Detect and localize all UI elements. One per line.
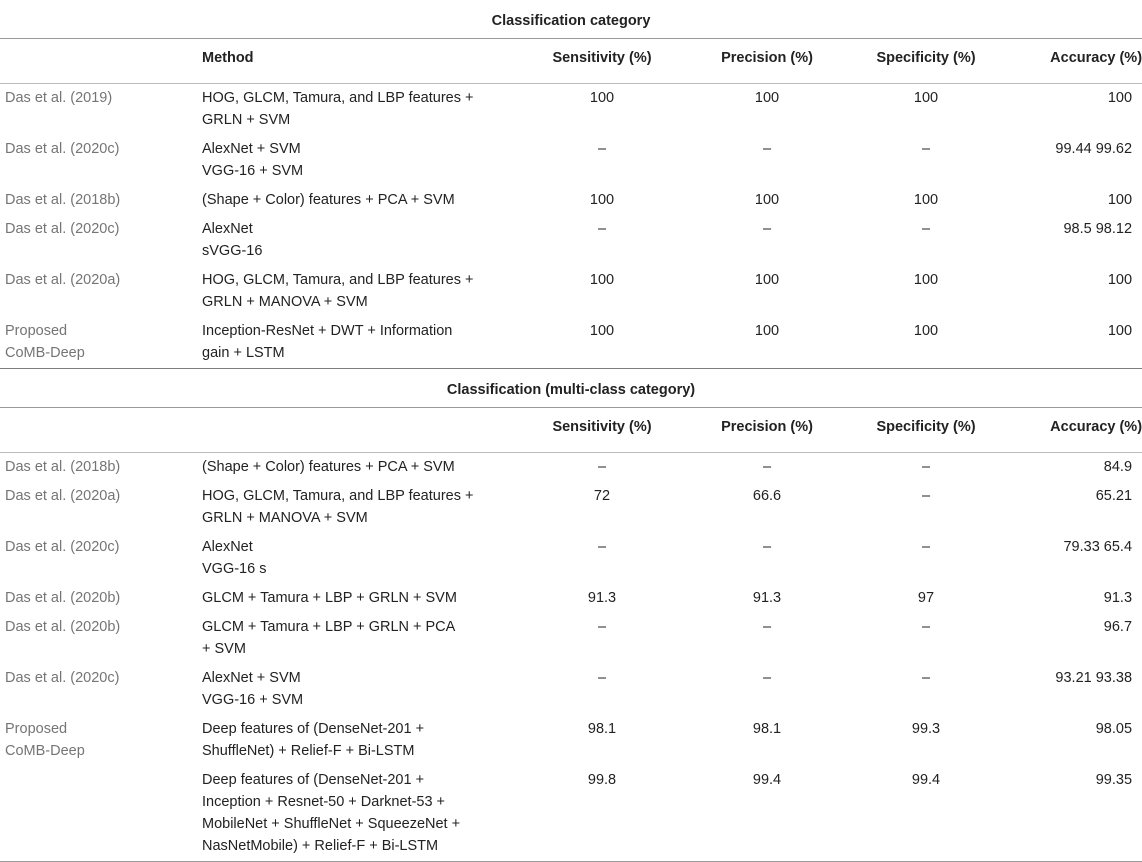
method-cell-line: AlexNet <box>202 539 253 555</box>
section-2-title: Classification (multi-class category) <box>0 369 1142 408</box>
method-cell <box>199 533 517 584</box>
precision-cell: 100 <box>754 323 780 339</box>
method-cell-line: HOG, GLCM, Tamura, and LBP features + <box>202 272 474 288</box>
specificity-cell: 100 <box>913 323 939 339</box>
precision-cell: 100 <box>687 84 847 136</box>
header-specificity: Specificity (%) <box>847 408 1005 453</box>
header-sensitivity: Sensitivity (%) <box>517 39 687 84</box>
sensitivity-cell: – <box>597 539 607 555</box>
method-cell-line: Deep features of (DenseNet-201 + <box>202 721 425 737</box>
method-cell-line: GRLN + MANOVA + SVM <box>202 510 368 526</box>
sensitivity-cell: 72 <box>593 488 611 504</box>
reference-cell: Das et al. (2020c) <box>5 221 120 237</box>
table-row <box>0 84 1142 136</box>
table-row <box>0 715 1142 766</box>
accuracy-cell: 100 <box>1005 84 1142 136</box>
method-cell-line: Inception + Resnet-50 + Darknet-53 + <box>202 794 446 810</box>
method-cell-line: HOG, GLCM, Tamura, and LBP features + <box>202 488 474 504</box>
accuracy-cell: 98.05 <box>1095 721 1133 737</box>
sensitivity-cell: 100 <box>589 272 615 288</box>
accuracy-cell: 98.5 98.12 <box>1063 221 1133 237</box>
table-row <box>0 215 1142 266</box>
accuracy-cell: 100 <box>1107 272 1133 288</box>
specificity-cell: 100 <box>913 272 939 288</box>
reference-cell: Das et al. (2020b) <box>5 619 121 635</box>
precision-cell: – <box>762 619 772 635</box>
accuracy-cell: 65.21 <box>1095 488 1133 504</box>
table-row <box>0 135 1142 186</box>
method-cell-line: AlexNet + SVM <box>202 141 301 157</box>
method-cell-line: GRLN + MANOVA + SVM <box>202 294 368 310</box>
method-cell-line: HOG, GLCM, Tamura, and LBP features + <box>202 90 474 106</box>
section-1-title: Classification category <box>491 13 651 29</box>
accuracy-cell: 99.44 99.62 <box>1055 141 1133 157</box>
precision-cell: 91.3 <box>752 590 782 606</box>
sensitivity-cell: 91.3 <box>587 590 617 606</box>
method-cell <box>199 715 517 766</box>
table-row <box>0 584 1142 613</box>
accuracy-cell: 100 <box>1107 192 1133 208</box>
specificity-cell: – <box>921 670 931 686</box>
sensitivity-cell: 100 <box>589 323 615 339</box>
sensitivity-cell: – <box>597 221 607 237</box>
table-row <box>0 186 1142 215</box>
reference-cell-line: CoMB-Deep <box>5 345 85 361</box>
specificity-cell: – <box>847 453 1005 483</box>
method-cell <box>199 266 517 317</box>
specificity-cell: – <box>921 141 931 157</box>
sensitivity-cell: – <box>517 453 687 483</box>
method-cell <box>199 453 517 483</box>
method-cell-line: VGG-16 + SVM <box>202 163 304 179</box>
sensitivity-cell: – <box>597 619 607 635</box>
accuracy-cell: 79.33 65.4 <box>1063 539 1133 555</box>
method-cell-line: MobileNet + ShuffleNet + SqueezeNet + <box>202 816 461 832</box>
reference-cell <box>0 317 199 369</box>
reference-cell <box>0 715 199 766</box>
sensitivity-cell: 98.1 <box>587 721 617 737</box>
table-row <box>0 766 1142 862</box>
method-cell-line: Deep features of (DenseNet-201 + <box>202 772 425 788</box>
comparison-table <box>0 6 1142 862</box>
accuracy-cell: 91.3 <box>1103 590 1133 606</box>
header-reference <box>0 408 199 453</box>
table-row <box>0 613 1142 664</box>
method-cell-line: Inception-ResNet + DWT + Information <box>202 323 453 339</box>
method-cell-line: sVGG-16 <box>202 243 263 259</box>
table-row <box>0 317 1142 369</box>
reference-cell-line: Proposed <box>5 721 68 737</box>
sensitivity-cell: – <box>597 670 607 686</box>
precision-cell: 98.1 <box>752 721 782 737</box>
precision-cell: – <box>762 539 772 555</box>
method-cell-line: (Shape + Color) features + PCA + SVM <box>202 459 455 475</box>
specificity-cell: 100 <box>847 84 1005 136</box>
method-cell-line: VGG-16 + SVM <box>202 692 304 708</box>
table-row <box>0 533 1142 584</box>
section-2-header-row <box>0 408 1142 453</box>
table-row <box>0 453 1142 483</box>
method-cell-line: gain + LSTM <box>202 345 285 361</box>
precision-cell: 99.4 <box>687 766 847 862</box>
table-row <box>0 266 1142 317</box>
specificity-cell: 97 <box>917 590 935 606</box>
section-1-title-row <box>0 6 1142 39</box>
method-cell <box>199 584 517 613</box>
precision-cell: – <box>687 453 847 483</box>
precision-cell: 100 <box>754 272 780 288</box>
accuracy-cell: 99.35 <box>1005 766 1142 862</box>
reference-cell: Das et al. (2018b) <box>0 453 199 483</box>
method-cell <box>199 84 517 136</box>
sensitivity-cell: 100 <box>517 84 687 136</box>
method-cell-line: (Shape + Color) features + PCA + SVM <box>202 192 455 208</box>
reference-cell-line: CoMB-Deep <box>5 743 85 759</box>
reference-cell: Das et al. (2020c) <box>5 539 120 555</box>
precision-cell: 66.6 <box>752 488 782 504</box>
reference-cell: Das et al. (2020b) <box>5 590 121 606</box>
method-cell-line: AlexNet <box>202 221 253 237</box>
precision-cell: 100 <box>754 192 780 208</box>
header-precision: Precision (%) <box>687 408 847 453</box>
specificity-cell: – <box>921 539 931 555</box>
specificity-cell: 100 <box>913 192 939 208</box>
header-reference <box>0 39 199 84</box>
precision-cell: – <box>762 141 772 157</box>
accuracy-cell: 93.21 93.38 <box>1055 670 1133 686</box>
reference-cell: Das et al. (2020c) <box>5 670 120 686</box>
specificity-cell: – <box>921 619 931 635</box>
method-cell-line: VGG-16 s <box>202 561 267 577</box>
accuracy-cell: 96.7 <box>1103 619 1133 635</box>
reference-cell-line: Proposed <box>5 323 68 339</box>
specificity-cell: – <box>921 488 931 504</box>
method-cell-line: ShuffleNet) + Relief-F + Bi-LSTM <box>202 743 415 759</box>
sensitivity-cell: – <box>597 141 607 157</box>
sensitivity-cell: 99.8 <box>517 766 687 862</box>
method-cell <box>199 135 517 186</box>
reference-cell <box>0 766 199 862</box>
table-row <box>0 664 1142 715</box>
method-cell-line: GLCM + Tamura + LBP + GRLN + SVM <box>202 590 457 606</box>
reference-cell: Das et al. (2019) <box>0 84 199 136</box>
reference-cell: Das et al. (2018b) <box>5 192 121 208</box>
header-precision: Precision (%) <box>687 39 847 84</box>
header-method <box>199 408 517 453</box>
specificity-cell: – <box>921 221 931 237</box>
precision-cell: – <box>762 221 772 237</box>
accuracy-cell: 100 <box>1107 323 1133 339</box>
section-1-header-row <box>0 39 1142 84</box>
section-2-title-row <box>0 369 1142 408</box>
specificity-cell: 99.3 <box>911 721 941 737</box>
precision-cell: – <box>762 670 772 686</box>
table-row <box>0 482 1142 533</box>
header-accuracy: Accuracy (%) <box>1005 39 1142 84</box>
header-method: Method <box>199 39 517 84</box>
method-cell <box>199 613 517 664</box>
method-cell-line: AlexNet + SVM <box>202 670 301 686</box>
header-accuracy: Accuracy (%) <box>1005 408 1142 453</box>
accuracy-cell: 84.9 <box>1005 453 1142 483</box>
reference-cell: Das et al. (2020c) <box>5 141 120 157</box>
header-specificity: Specificity (%) <box>847 39 1005 84</box>
reference-cell: Das et al. (2020a) <box>5 272 121 288</box>
method-cell-line: GLCM + Tamura + LBP + GRLN + PCA <box>202 619 456 635</box>
method-cell <box>199 766 517 862</box>
reference-cell: Das et al. (2020a) <box>5 488 121 504</box>
method-cell <box>199 664 517 715</box>
method-cell-line: GRLN + SVM <box>202 112 291 128</box>
method-cell <box>199 317 517 369</box>
specificity-cell: 99.4 <box>847 766 1005 862</box>
method-cell-line: + SVM <box>202 641 246 657</box>
method-cell <box>199 215 517 266</box>
header-sensitivity: Sensitivity (%) <box>517 408 687 453</box>
method-cell <box>199 482 517 533</box>
method-cell <box>199 186 517 215</box>
sensitivity-cell: 100 <box>589 192 615 208</box>
method-cell-line: NasNetMobile) + Relief-F + Bi-LSTM <box>202 838 439 854</box>
